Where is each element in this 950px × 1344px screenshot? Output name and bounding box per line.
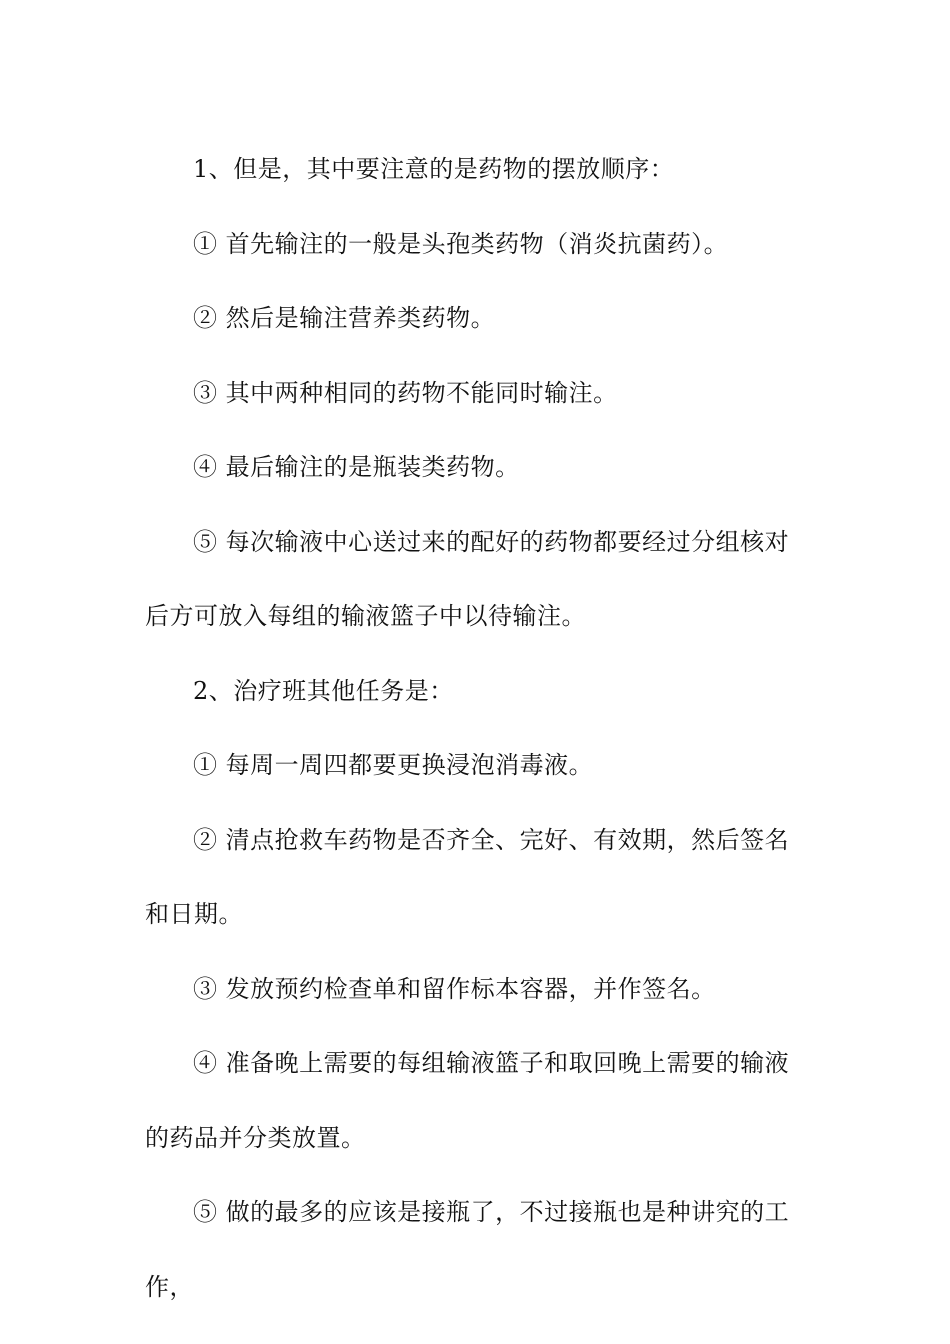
paragraph-drug-order-3: ③ 其中两种相同的药物不能同时输注。: [193, 378, 618, 407]
paragraph-other-task-3: ③ 发放预约检查单和留作标本容器，并作签名。: [193, 974, 716, 1003]
paragraph-drug-order-4: ④ 最后输注的是瓶装类药物。: [193, 453, 520, 481]
paragraph-drug-order-2: ② 然后是输注营养类药物。: [193, 304, 496, 332]
paragraph-drug-order-intro: 1、但是，其中要注意的是药物的摆放顺序：: [193, 155, 675, 183]
paragraph-other-task-2: ② 清点抢救车药物是否齐全、完好、有效期，然后签名和日期。: [145, 825, 790, 928]
paragraph-drug-order-1: ① 首先输注的一般是头孢类药物（消炎抗菌药）。: [193, 229, 729, 258]
paragraph-other-task-4: ④ 准备晚上需要的每组输液篮子和取回晚上需要的输液的药品并分类放置。: [145, 1049, 790, 1152]
paragraph-other-task-5: ⑤ 做的最多的应该是接瓶了，不过接瓶也是种讲究的工作，: [145, 1198, 790, 1301]
paragraph-drug-order-5: ⑤ 每次输液中心送过来的配好的药物都要经过分组核对后方可放入每组的输液篮子中以待输注。: [145, 527, 790, 630]
document-body: [145, 132, 810, 1324]
paragraph-other-task-1: ① 每周一周四都要更换浸泡消毒液。: [193, 751, 594, 779]
paragraph-other-tasks-intro: 2、治疗班其他任务是：: [193, 676, 454, 705]
